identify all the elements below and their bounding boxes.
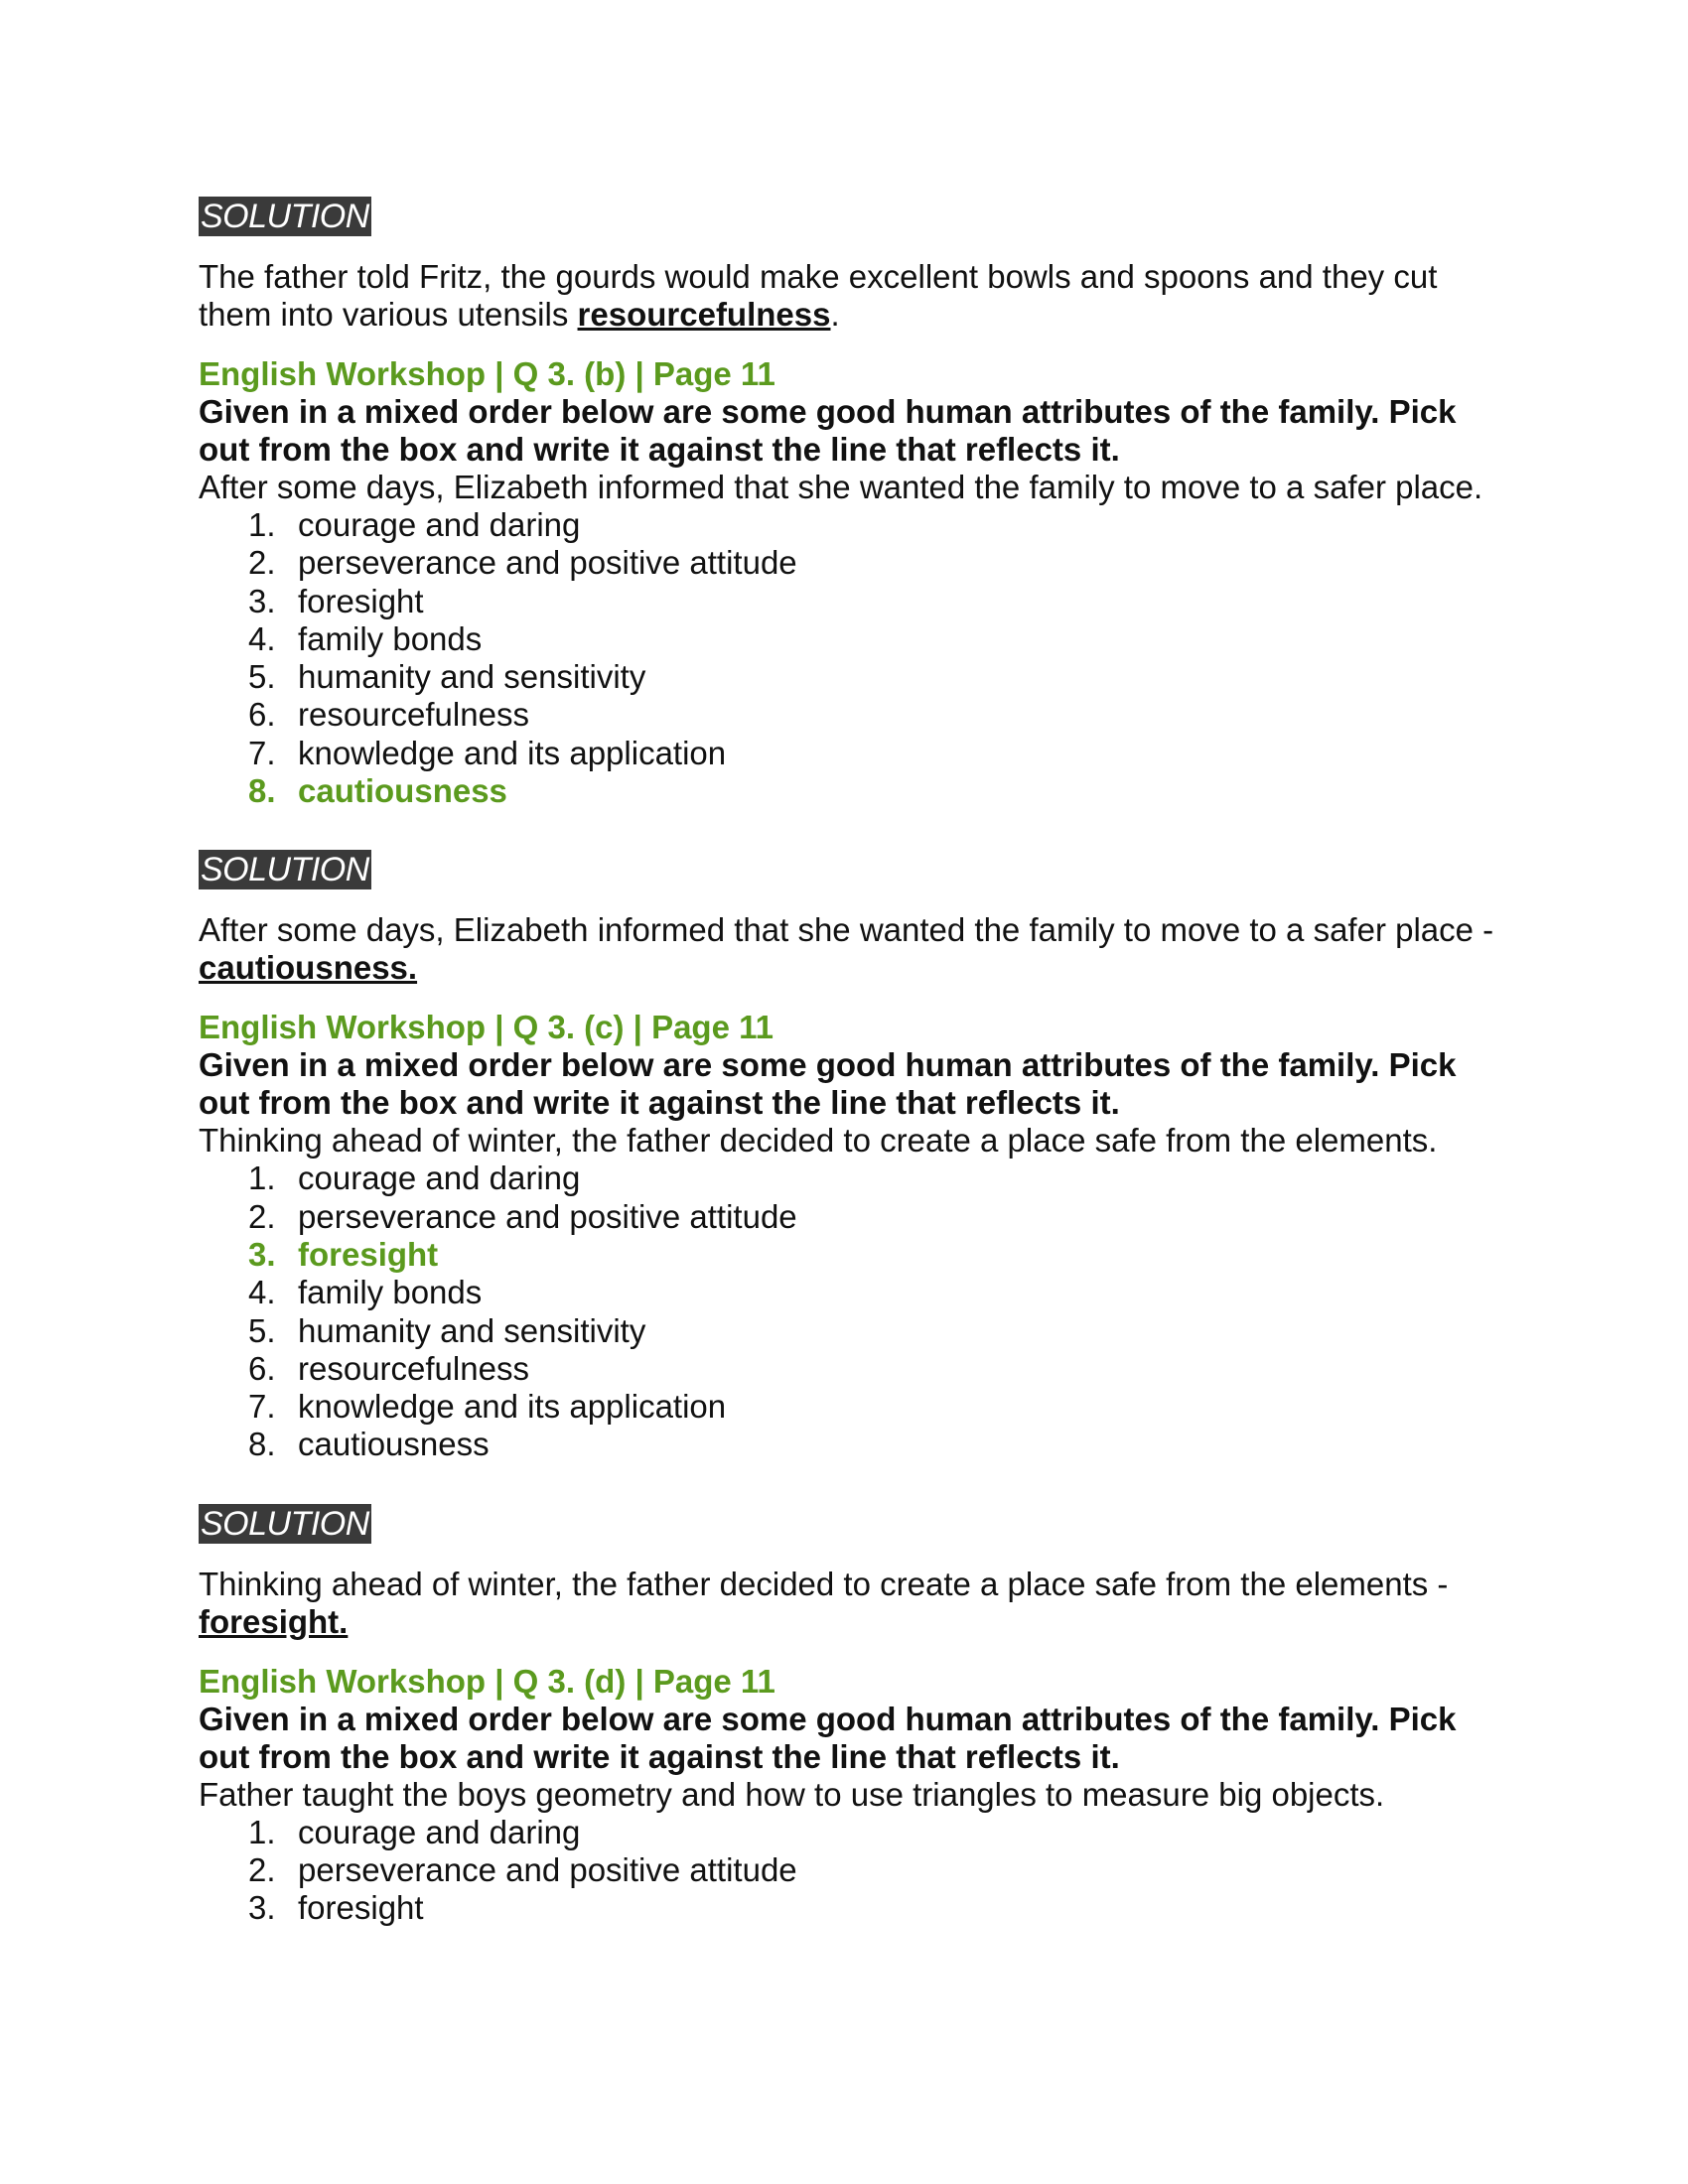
option-item: 1. courage and daring xyxy=(248,1160,581,1197)
solution-text: The father told Fritz, the gourds would make excellent bowls and spoons and they cut them into various utensils resourcefulness. xyxy=(199,258,1438,333)
option-item: 3. foresight xyxy=(248,1889,424,1927)
options-list xyxy=(199,1160,1509,1463)
options-list xyxy=(199,506,1509,810)
option-item: 7. knowledge and its application xyxy=(248,1388,727,1426)
option-item: 2. perseverance and positive attitude xyxy=(248,1197,797,1235)
question-instruction: Given in a mixed order below are some good human attributes of the family. Pick out from the box and write it against the line that reflects it. xyxy=(199,1700,1457,1775)
option-item: 2. perseverance and positive attitude xyxy=(248,544,797,582)
question-statement: Father taught the boys geometry and how to use triangles to measure big objects. xyxy=(199,1775,1385,1813)
question-statement: Thinking ahead of winter, the father decided to create a place safe from the elements. xyxy=(199,1122,1438,1160)
solution-answer: cautiousness. xyxy=(199,949,418,987)
question-heading: English Workshop | Q 3. (d) | Page 11 xyxy=(199,1662,775,1700)
option-item: 2. perseverance and positive attitude xyxy=(248,1851,797,1889)
solution-text: After some days, Elizabeth informed that she wanted the family to move to a safer place - cautiousness. xyxy=(199,911,1494,987)
option-item: 7. knowledge and its application xyxy=(248,734,727,771)
solution-text: Thinking ahead of winter, the father decided to create a place safe from the elements - foresight. xyxy=(199,1565,1449,1640)
question-heading: English Workshop | Q 3. (c) | Page 11 xyxy=(199,1009,774,1046)
question-heading: English Workshop | Q 3. (b) | Page 11 xyxy=(199,355,775,392)
solution-label: SOLUTION xyxy=(201,851,369,889)
option-item: 4. family bonds xyxy=(248,1274,483,1311)
option-item-correct: 8. cautiousness xyxy=(248,772,507,810)
option-item: 8. cautiousness xyxy=(248,1426,490,1463)
option-item: 1. courage and daring xyxy=(248,1813,581,1850)
option-item: 3. foresight xyxy=(248,582,424,619)
option-item: 6. resourcefulness xyxy=(248,696,529,734)
solution-answer: resourcefulness xyxy=(577,296,831,333)
document-page xyxy=(199,197,1509,1928)
option-item-correct: 3. foresight xyxy=(248,1235,439,1273)
question-instruction: Given in a mixed order below are some good human attributes of the family. Pick out from the box and write it against the line that reflects it. xyxy=(199,1046,1457,1122)
solution-label: SOLUTION xyxy=(201,1504,369,1543)
option-item: 5. humanity and sensitivity xyxy=(248,1311,646,1349)
solution-label: SOLUTION xyxy=(201,198,369,235)
option-item: 6. resourcefulness xyxy=(248,1349,529,1387)
question-statement: After some days, Elizabeth informed that she wanted the family to move to a safer place. xyxy=(199,469,1483,505)
option-item: 4. family bonds xyxy=(248,619,483,657)
option-item: 1. courage and daring xyxy=(248,506,581,543)
question-instruction: Given in a mixed order below are some good human attributes of the family. Pick out from the box and write it against the line that reflects it. xyxy=(199,393,1457,468)
options-list xyxy=(199,1814,1509,1928)
solution-answer: foresight. xyxy=(199,1602,349,1640)
option-item: 5. humanity and sensitivity xyxy=(248,658,646,696)
